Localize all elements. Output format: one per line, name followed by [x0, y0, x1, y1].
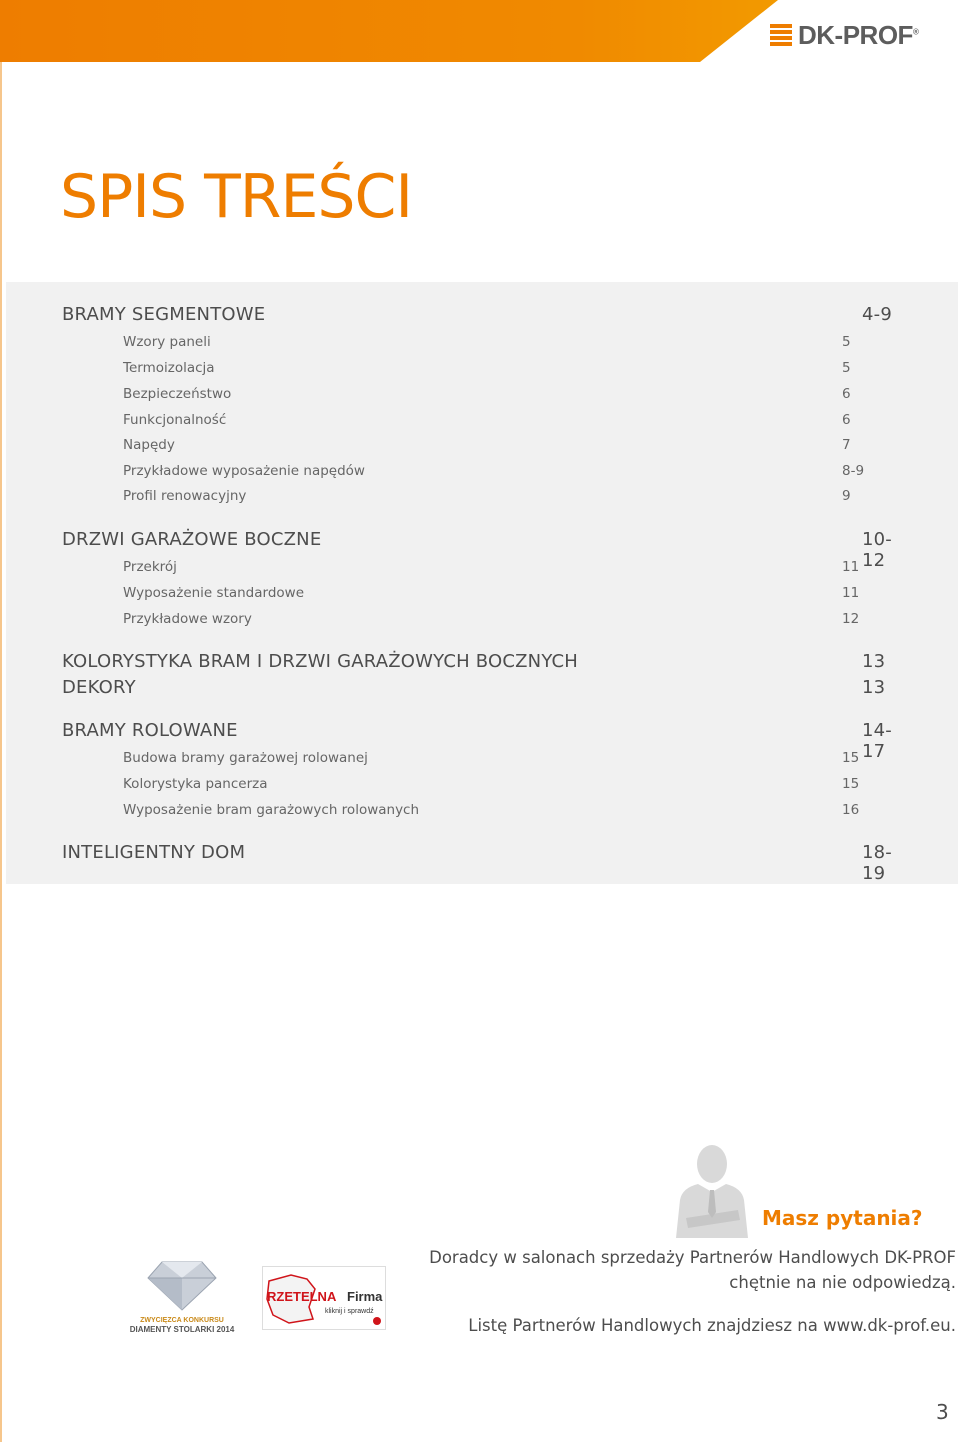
toc-label: Przykładowe wyposażenie napędów: [123, 463, 365, 479]
toc-entry: [123, 611, 872, 627]
badge-text: DIAMENTY STOLARKI 2014: [129, 1325, 235, 1334]
contact-text-line: Doradcy w salonach sprzedaży Partnerów Handlowych DK-PROF: [429, 1248, 956, 1267]
toc-pages: 6: [842, 386, 851, 402]
toc-entry: [62, 651, 886, 672]
person-crossed-arms-icon: [672, 1140, 752, 1238]
toc-pages: 14-17: [862, 720, 892, 762]
toc-entry: [123, 559, 872, 575]
toc-entry: [123, 463, 872, 479]
badge-text: Firma: [347, 1289, 383, 1304]
rzetelna-firma-badge: [262, 1266, 386, 1330]
toc-pages: 16: [842, 802, 860, 818]
toc-label: KOLORYSTYKA BRAM I DRZWI GARAŻOWYCH BOCZNYCH: [62, 651, 579, 672]
toc-label: INTELIGENTNY DOM: [62, 842, 246, 863]
dk-prof-logo: [770, 19, 919, 50]
toc-pages: 15: [842, 776, 860, 792]
toc-entry: [123, 334, 872, 350]
toc-label: BRAMY SEGMENTOWE: [62, 304, 266, 325]
toc-entry: [123, 386, 872, 402]
toc-label: Budowa bramy garażowej rolowanej: [123, 750, 368, 766]
toc-label: Wyposażenie bram garażowych rolowanych: [123, 802, 420, 818]
toc-entry: [123, 750, 872, 766]
toc-label: Termoizolacja: [123, 360, 215, 376]
toc-pages: 13: [862, 651, 886, 672]
table-of-contents: [6, 282, 958, 884]
diamenty-stolarki-badge: [120, 1258, 244, 1338]
toc-pages: 5: [842, 334, 851, 350]
contact-title: Masz pytania?: [762, 1206, 923, 1230]
toc-label: Przekrój: [123, 559, 177, 575]
toc-entry: [123, 437, 872, 453]
toc-pages: 9: [842, 488, 851, 504]
toc-pages: 18-19: [862, 842, 892, 884]
toc-pages: 8-9: [842, 463, 865, 479]
toc-label: Bezpieczeństwo: [123, 386, 232, 402]
toc-entry: [62, 304, 910, 325]
badge-text: ZWYCIĘZCA KONKURSU: [140, 1317, 224, 1324]
toc-entry: [123, 488, 872, 504]
page-title: SPIS TREŚCI: [60, 162, 413, 232]
toc-pages: 12: [842, 611, 860, 627]
toc-entry: [62, 842, 910, 884]
toc-pages: 4-9: [862, 304, 892, 325]
toc-label: BRAMY ROLOWANE: [62, 720, 238, 741]
toc-label: Funkcjonalność: [123, 412, 227, 428]
left-margin-rule: [0, 62, 2, 1442]
toc-pages: 5: [842, 360, 851, 376]
toc-pages: 13: [862, 677, 886, 698]
toc-label: Przykładowe wzory: [123, 611, 252, 627]
toc-entry: [123, 360, 872, 376]
toc-pages: 7: [842, 437, 851, 453]
toc-label: DRZWI GARAŻOWE BOCZNE: [62, 529, 322, 550]
toc-pages: 15: [842, 750, 860, 766]
toc-pages: 11: [842, 559, 860, 575]
toc-label: Profil renowacyjny: [123, 488, 247, 504]
badge-text: kliknij i sprawdź: [325, 1308, 374, 1315]
logo-text: DK-PROF®: [798, 19, 919, 50]
contact-text-line: chętnie na nie odpowiedzą.: [729, 1273, 956, 1292]
toc-pages: 6: [842, 412, 851, 428]
logo-mark-icon: [770, 24, 792, 46]
toc-label: Wyposażenie standardowe: [123, 585, 305, 601]
contact-text-line: Listę Partnerów Handlowych znajdziesz na www.dk-prof.eu.: [468, 1316, 956, 1335]
toc-label: Kolorystyka pancerza: [123, 776, 268, 792]
toc-label: DEKORY: [62, 677, 136, 698]
toc-entry: [62, 677, 886, 698]
toc-entry: [123, 412, 872, 428]
toc-label: Napędy: [123, 437, 175, 453]
toc-entry: [123, 585, 872, 601]
toc-entry: [123, 802, 872, 818]
page-number: 3: [936, 1400, 949, 1424]
toc-entry: [123, 776, 872, 792]
toc-pages: 10-12: [862, 529, 892, 571]
toc-pages: 11: [842, 585, 860, 601]
badge-text: RZETELNA: [267, 1289, 337, 1304]
toc-label: Wzory paneli: [123, 334, 211, 350]
